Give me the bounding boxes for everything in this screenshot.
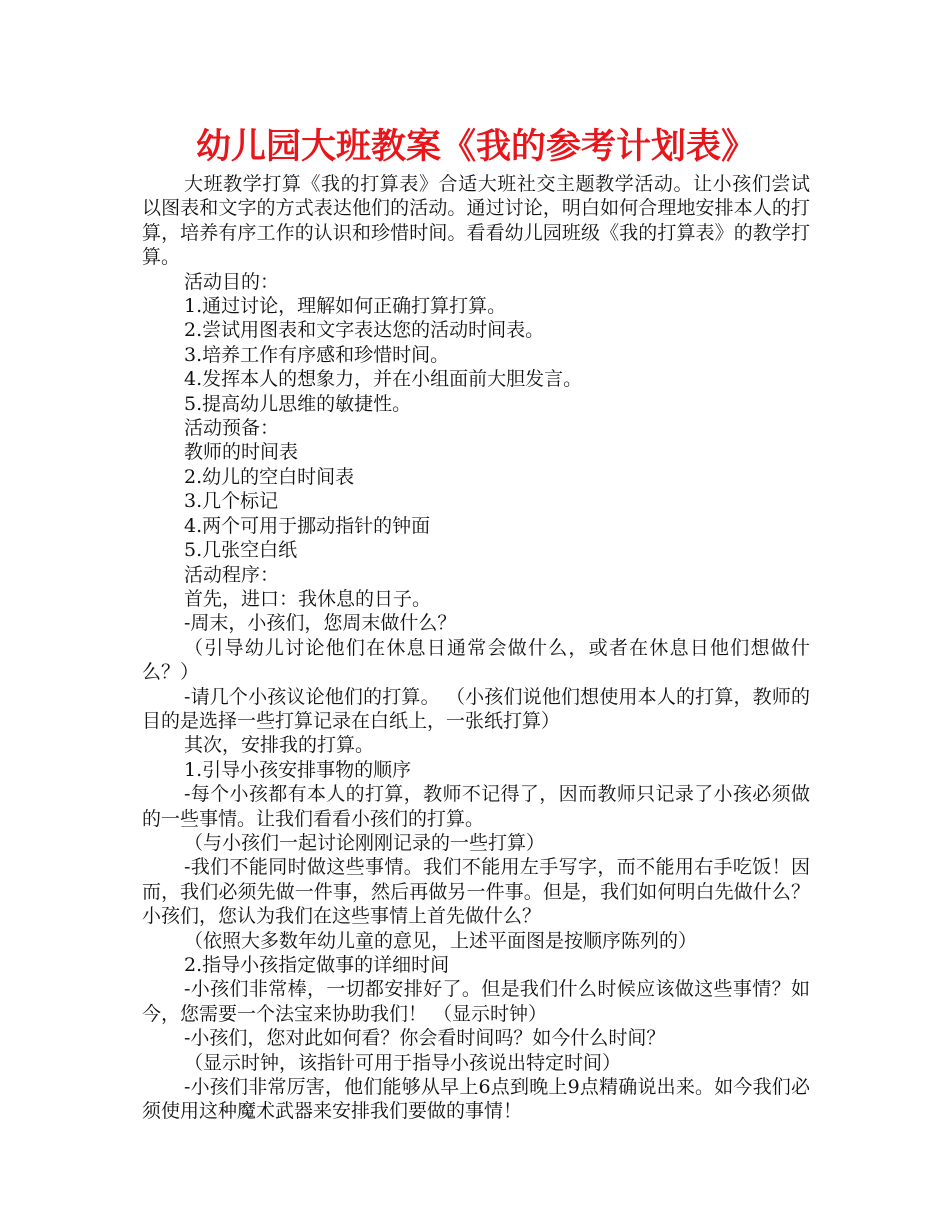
paragraph-prep-4: 4.两个可用于挪动指针的钟面	[184, 514, 431, 537]
paragraph-step-1-q: -周末，小孩们，您周末做什么？	[184, 612, 457, 635]
paragraph-intro: 大班教学打算《我的打算表》合适大班社交主题教学活动。让小孩们尝试以图表和文字的方式表达他们的活动。通过讨论，明白如何合理地安排本人的打算，培养有序工作的认识和珍惜时间。看看幼儿园班级《我的打算表》的教学打算。	[142, 173, 810, 269]
document-page	[142, 122, 810, 1124]
document-title: 幼儿园大班教案《我的参考计划表》	[195, 127, 756, 167]
paragraph-step-2-2: 2.指导小孩指定做事的详细时间	[184, 954, 450, 976]
paragraph-step-2-1-note-2: （依照大多数年幼儿童的意见，上述平面图是按顺序陈列的）	[184, 929, 698, 952]
paragraph-step-2: 其次，安排我的打算。	[184, 734, 375, 757]
paragraph-step-2-1: 1.引导小孩安排事物的顺序	[184, 758, 412, 781]
paragraph-step-2-2-text: -小孩们非常棒，一切都安排好了。但是我们什么时候应该做这些事情？如今，您需要一个法宝来协助我们！ （显示时钟）	[142, 978, 810, 1025]
paragraph-goal-5: 5.提高幼儿思维的敏捷性。	[184, 392, 412, 415]
paragraph-step-2-1-order: -我们不能同时做这些事情。我们不能用左手写字，而不能用右手吃饭！因而，我们必须先做一件事，然后再做另一件事。但是，我们如何明白先做什么？小孩们，您认为我们在这些事情上首先做什么？	[142, 856, 810, 928]
paragraph-prep-heading: 活动预备：	[184, 417, 280, 440]
paragraph-step-2-1-note: （与小孩们一起讨论刚刚记录的一些打算）	[184, 831, 546, 854]
paragraph-goal-3: 3.培养工作有序感和珍惜时间。	[184, 343, 450, 366]
paragraph-goal-1: 1.通过讨论，理解如何正确打算打算。	[184, 295, 507, 318]
paragraph-step-2-2-end: -小孩们非常厉害，他们能够从早上6点到晚上9点精确说出来。如今我们必须使用这种魔术武器来安排我们要做的事情！	[142, 1076, 810, 1123]
paragraph-step-2-2-q: -小孩们，您对此如何看？你会看时间吗？如今什么时间？	[184, 1027, 666, 1050]
paragraph-goals-heading: 活动目的：	[184, 270, 280, 293]
paragraph-prep-2: 2.幼儿的空白时间表	[184, 465, 355, 488]
paragraph-step-1-discuss: -请几个小孩议论他们的打算。 （小孩们说他们想使用本人的打算，教师的目的是选择一些打算记录在白纸上，一张纸打算）	[142, 685, 810, 732]
paragraph-prep-5: 5.几张空白纸	[184, 539, 298, 562]
paragraph-step-1: 首先，进口：我休息的日子。	[184, 587, 432, 610]
paragraph-procedure-heading: 活动程序：	[184, 563, 280, 586]
paragraph-step-2-2-note: （显示时钟，该指针可用于指导小孩说出特定时间）	[184, 1051, 622, 1074]
paragraph-prep-3: 3.几个标记	[184, 490, 279, 513]
paragraph-step-1-note: （引导幼儿讨论他们在休息日通常会做什么，或者在休息日他们想做什么？）	[142, 636, 810, 684]
paragraph-goal-2: 2.尝试用图表和文字表达您的活动时间表。	[184, 319, 545, 342]
paragraph-goal-4: 4.发挥本人的想象力，并在小组面前大胆发言。	[184, 368, 583, 391]
document-body	[142, 172, 810, 1124]
paragraph-step-2-1-text: -每个小孩都有本人的打算，教师不记得了，因而教师只记录了小孩必须做的一些事情。让我们看看小孩们的打算。	[142, 783, 810, 830]
paragraph-prep-1: 教师的时间表	[184, 441, 299, 464]
